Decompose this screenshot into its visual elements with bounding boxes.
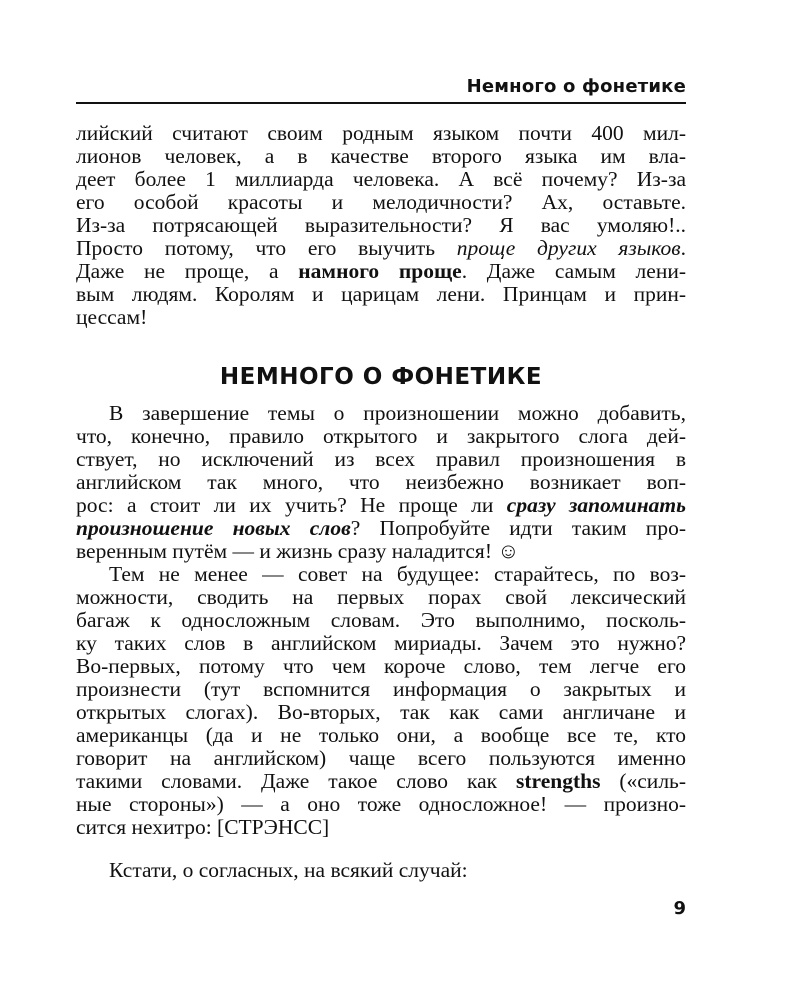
text-run: («силь- xyxy=(600,769,687,793)
text-line xyxy=(76,770,686,793)
italic-phrase: проще других языков xyxy=(456,236,681,260)
text-line xyxy=(76,260,686,283)
text-run: . Даже самым лени- xyxy=(461,259,686,283)
text-line: Кстати, о согласных, на всякий случай: xyxy=(109,858,468,882)
bold-phrase: намного проще xyxy=(298,259,462,283)
text-run: Даже не проще, а xyxy=(76,259,299,283)
text-line: ные стороны») — а оно тоже односложное! — произно- xyxy=(76,792,686,816)
text-line: деет более 1 миллиарда человека. А всё почему? Из-за xyxy=(76,167,686,191)
text-line: ствует, но исключений из всех правил произношения в xyxy=(76,447,686,471)
text-run: рос: а стоит ли их учить? Не проще ли xyxy=(76,493,507,517)
text-line: веренным путём — и жизнь сразу наладится! ☺ xyxy=(76,539,520,563)
bold-italic-phrase: произношение новых слов xyxy=(76,516,351,540)
text-line: Тем не менее — совет на будущее: старайтесь, по воз- xyxy=(109,562,686,586)
text-line: произнести (тут вспомнится информация о закрытых и xyxy=(76,677,686,701)
paragraph-intro xyxy=(76,122,686,329)
text-line: ку таких слов в английском мириады. Зачем это нужно? xyxy=(76,631,686,655)
text-line xyxy=(76,517,686,540)
text-run: ? Попробуйте идти таким про- xyxy=(350,516,686,540)
text-line: говорит на английском) чаще всего пользуются именно xyxy=(76,746,686,770)
text-line: вым людям. Королям и царицам лени. Принцам и прин- xyxy=(76,282,686,306)
text-line: лийский считают своим родным языком почти 400 мил- xyxy=(76,121,686,145)
text-line xyxy=(76,237,686,260)
running-header xyxy=(76,74,686,104)
text-line: Из-за потрясающей выразительности? Я вас умоляю!.. xyxy=(76,213,686,237)
text-line: цессам! xyxy=(76,305,148,329)
text-run: такими словами. Даже такое слово как xyxy=(76,769,517,793)
page-number: 9 xyxy=(673,898,686,919)
text-line: В завершение темы о произношении можно добавить, xyxy=(109,401,686,425)
paragraph-consonants xyxy=(76,859,686,882)
running-header-title: Немного о фонетике xyxy=(466,76,686,97)
text-line: багаж к односложным словам. Это выполнимо, посколь- xyxy=(76,608,686,632)
text-line xyxy=(76,494,686,517)
text-line: сится нехитро: [СТРЭНСС] xyxy=(76,815,330,839)
text-line: американцы (да и не только они, а вообще все те, кто xyxy=(76,723,686,747)
paragraph-phonetics xyxy=(76,402,686,563)
text-line: что, конечно, правило открытого и закрытого слога дей- xyxy=(76,424,686,448)
text-line: можности, сводить на первых порах свой лексический xyxy=(76,585,686,609)
text-line: Во-первых, потому что чем короче слово, тем легче его xyxy=(76,654,686,678)
paragraph-advice xyxy=(76,563,686,839)
bold-word: strengths xyxy=(516,769,601,793)
bold-italic-phrase: сразу запоминать xyxy=(506,493,686,517)
text-run: . xyxy=(680,236,686,260)
text-line: лионов человек, а в качестве второго языка им вла- xyxy=(76,144,686,168)
section-heading: НЕМНОГО О ФОНЕТИКЕ xyxy=(219,364,543,390)
text-line: английском так много, что неизбежно возникает воп- xyxy=(76,470,686,494)
text-line: его особой красоты и мелодичности? Ах, оставьте. xyxy=(76,190,686,214)
text-line: открытых слогах). Во-вторых, так как сами англичане и xyxy=(76,700,686,724)
text-run: Просто потому, что его выучить xyxy=(76,236,457,260)
